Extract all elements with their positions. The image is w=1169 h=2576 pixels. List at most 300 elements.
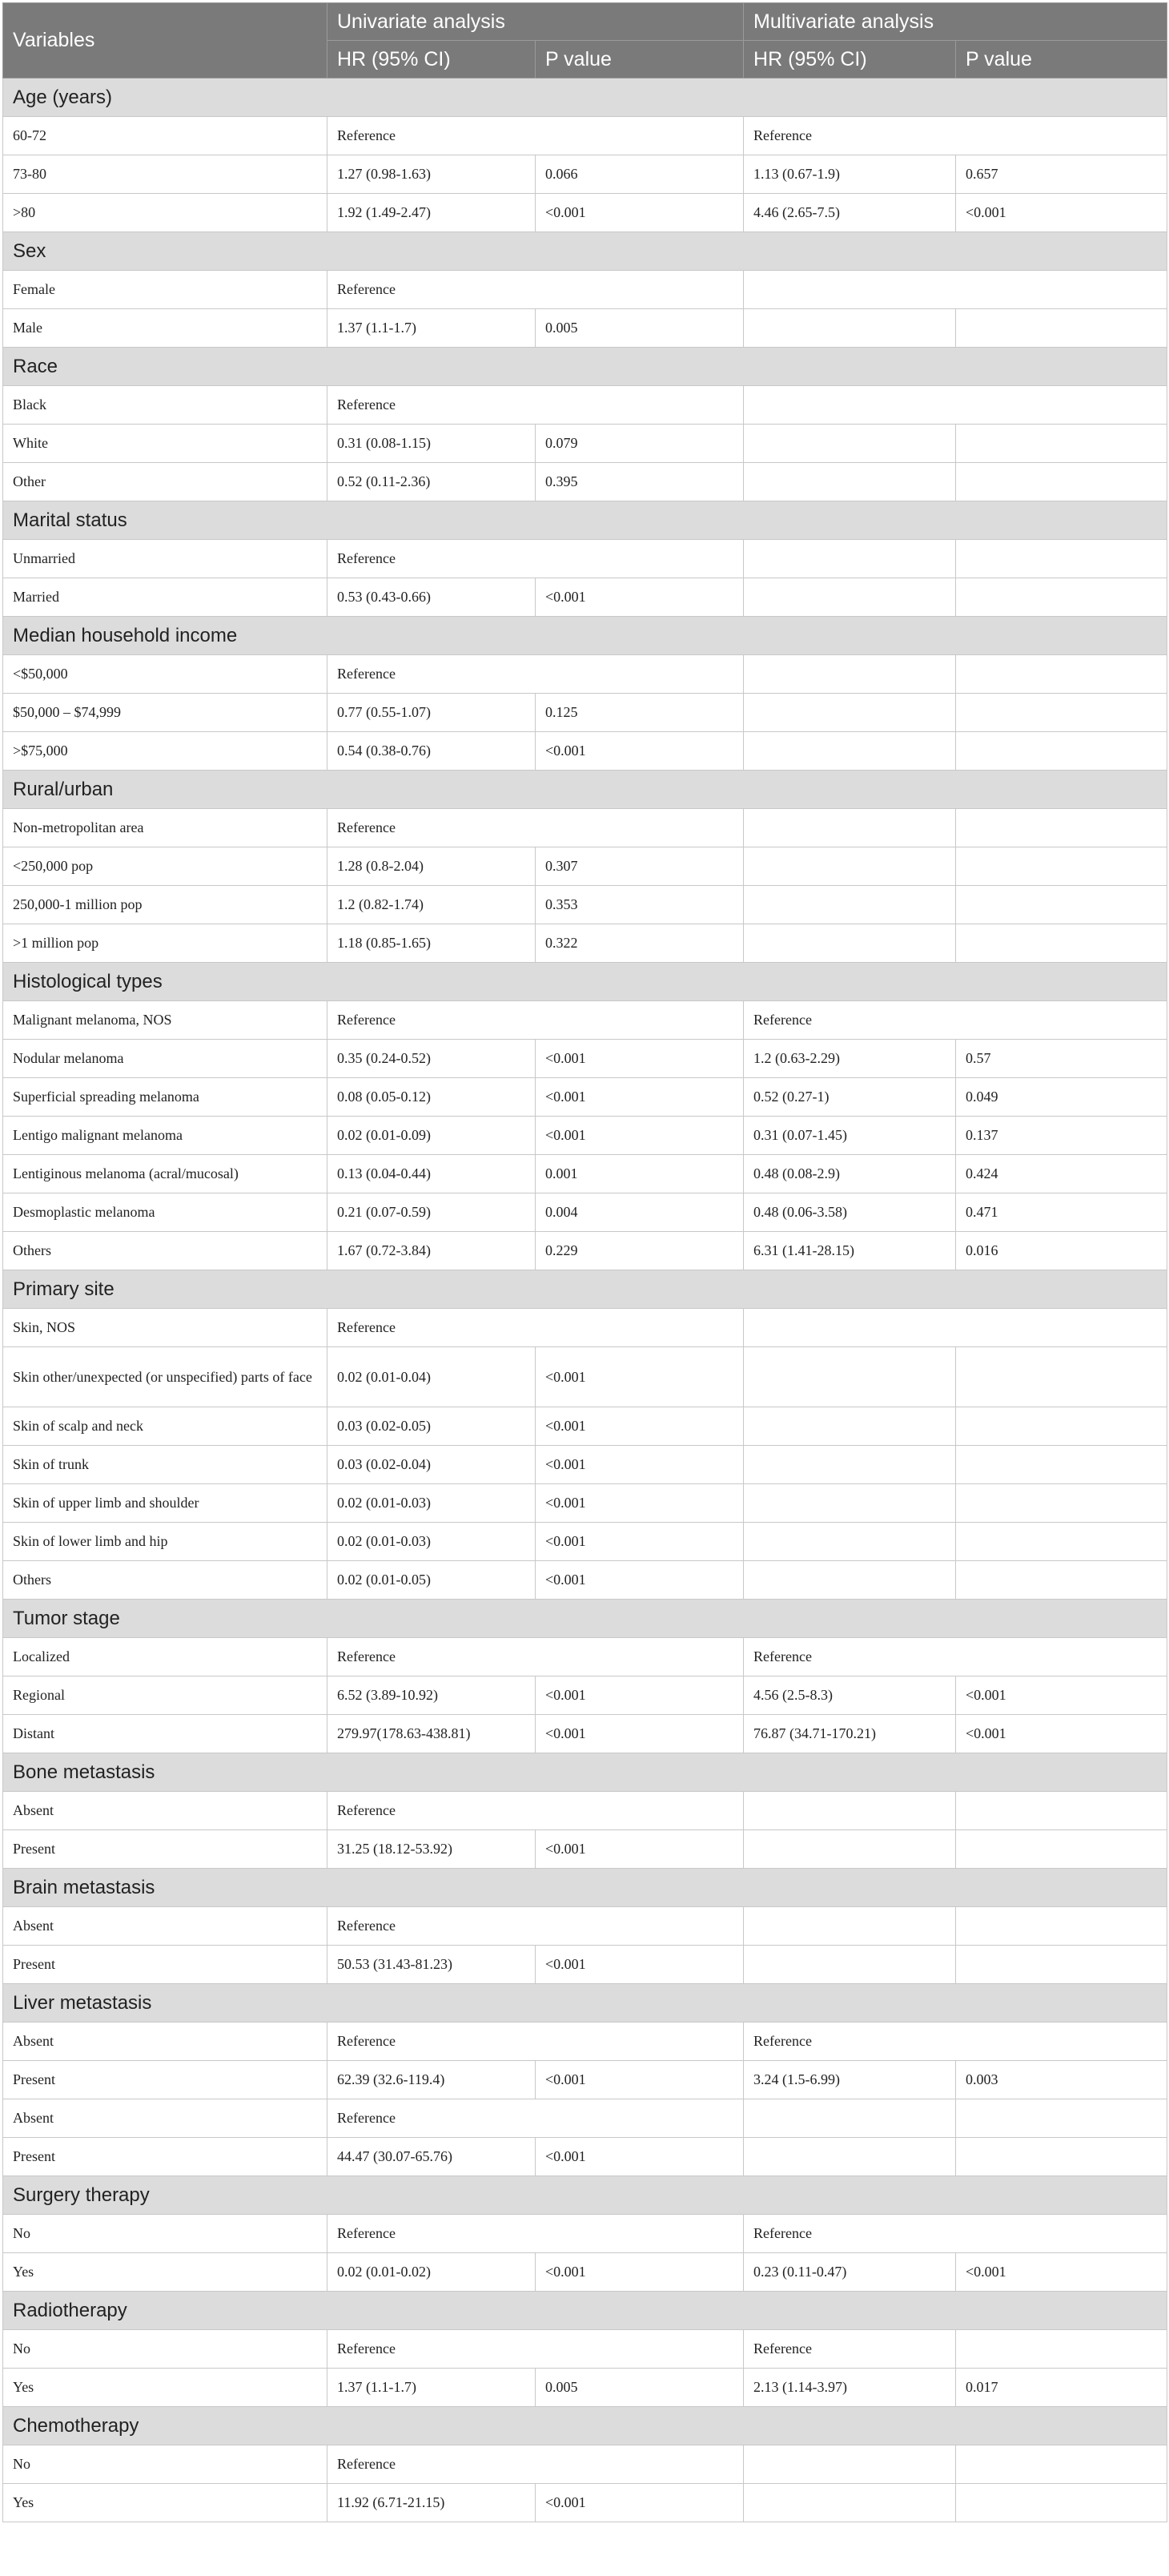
multivariate-p bbox=[956, 1792, 1167, 1830]
multivariate-hr: Reference bbox=[744, 2215, 1167, 2253]
variable-label: Present bbox=[3, 2061, 327, 2099]
variable-label: <250,000 pop bbox=[3, 847, 327, 886]
section-header-row bbox=[3, 78, 1167, 117]
variable-label: Skin other/unexpected (or unspecified) parts of face bbox=[3, 1347, 327, 1407]
univariate-hr: 31.25 (18.12-53.92) bbox=[327, 1830, 536, 1869]
variable-label: Absent bbox=[3, 2023, 327, 2061]
univariate-hr: Reference bbox=[327, 809, 744, 847]
univariate-hr: 1.37 (1.1-1.7) bbox=[327, 2369, 536, 2407]
table-row bbox=[3, 1946, 1167, 1984]
multivariate-p bbox=[956, 924, 1167, 963]
univariate-hr: Reference bbox=[327, 2099, 744, 2138]
univariate-p: <0.001 bbox=[536, 1484, 744, 1523]
univariate-hr: 1.37 (1.1-1.7) bbox=[327, 309, 536, 348]
multivariate-p: <0.001 bbox=[956, 2253, 1167, 2292]
univariate-hr: 50.53 (31.43-81.23) bbox=[327, 1946, 536, 1984]
multivariate-p bbox=[956, 1523, 1167, 1561]
univariate-hr: 0.02 (0.01-0.05) bbox=[327, 1561, 536, 1600]
table-row bbox=[3, 1155, 1167, 1193]
variable-label: Black bbox=[3, 386, 327, 425]
variable-label: <$50,000 bbox=[3, 655, 327, 694]
section-title: Marital status bbox=[3, 501, 1167, 540]
section-title: Sex bbox=[3, 232, 1167, 271]
table-row bbox=[3, 1907, 1167, 1946]
multivariate-hr bbox=[744, 1407, 956, 1446]
multivariate-hr: 0.23 (0.11-0.47) bbox=[744, 2253, 956, 2292]
univariate-hr-header: HR (95% CI) bbox=[327, 41, 536, 78]
univariate-hr: Reference bbox=[327, 1001, 744, 1040]
univariate-hr: Reference bbox=[327, 1792, 744, 1830]
multivariate-p bbox=[956, 1407, 1167, 1446]
multivariate-p bbox=[956, 809, 1167, 847]
section-header-row bbox=[3, 1869, 1167, 1907]
multivariate-hr: 6.31 (1.41-28.15) bbox=[744, 1232, 956, 1270]
variable-label: Yes bbox=[3, 2484, 327, 2522]
multivariate-p bbox=[956, 886, 1167, 924]
table-row bbox=[3, 1561, 1167, 1600]
multivariate-hr: 0.48 (0.06-3.58) bbox=[744, 1193, 956, 1232]
table-row bbox=[3, 155, 1167, 194]
univariate-hr: 1.18 (0.85-1.65) bbox=[327, 924, 536, 963]
variable-label: White bbox=[3, 425, 327, 463]
multivariate-p: 0.424 bbox=[956, 1155, 1167, 1193]
variable-label: $50,000 – $74,999 bbox=[3, 694, 327, 732]
section-title: Bone metastasis bbox=[3, 1753, 1167, 1792]
variable-label: 250,000-1 million pop bbox=[3, 886, 327, 924]
multivariate-p: <0.001 bbox=[956, 194, 1167, 232]
multivariate-p bbox=[956, 694, 1167, 732]
multivariate-p bbox=[956, 1347, 1167, 1407]
multivariate-p: 0.017 bbox=[956, 2369, 1167, 2407]
section-header-row bbox=[3, 963, 1167, 1001]
multivariate-p-header: P value bbox=[956, 41, 1167, 78]
table-row bbox=[3, 2099, 1167, 2138]
table-row bbox=[3, 1078, 1167, 1117]
table-row bbox=[3, 1232, 1167, 1270]
multivariate-p bbox=[956, 732, 1167, 771]
table-row bbox=[3, 1484, 1167, 1523]
table-row bbox=[3, 1676, 1167, 1715]
multivariate-p bbox=[956, 2330, 1167, 2369]
univariate-p: <0.001 bbox=[536, 1407, 744, 1446]
section-header-row bbox=[3, 1753, 1167, 1792]
univariate-p: 0.353 bbox=[536, 886, 744, 924]
table-row bbox=[3, 809, 1167, 847]
multivariate-hr bbox=[744, 2099, 956, 2138]
multivariate-hr: 1.13 (0.67-1.9) bbox=[744, 155, 956, 194]
table-row bbox=[3, 2138, 1167, 2176]
univariate-p: <0.001 bbox=[536, 1446, 744, 1484]
section-title: Histological types bbox=[3, 963, 1167, 1001]
univariate-hr: 0.53 (0.43-0.66) bbox=[327, 578, 536, 617]
multivariate-p bbox=[956, 655, 1167, 694]
univariate-p: <0.001 bbox=[536, 2253, 744, 2292]
multivariate-p: <0.001 bbox=[956, 1715, 1167, 1753]
univariate-p: <0.001 bbox=[536, 732, 744, 771]
multivariate-hr: Reference bbox=[744, 2330, 956, 2369]
variable-label: Yes bbox=[3, 2369, 327, 2407]
univariate-p: <0.001 bbox=[536, 1561, 744, 1600]
variable-label: Skin of scalp and neck bbox=[3, 1407, 327, 1446]
multivariate-p bbox=[956, 463, 1167, 501]
univariate-hr: Reference bbox=[327, 1309, 744, 1347]
table-row bbox=[3, 2484, 1167, 2522]
table-row bbox=[3, 1001, 1167, 1040]
univariate-p: <0.001 bbox=[536, 2484, 744, 2522]
univariate-hr: 1.92 (1.49-2.47) bbox=[327, 194, 536, 232]
univariate-hr: Reference bbox=[327, 1638, 744, 1676]
multivariate-p bbox=[956, 847, 1167, 886]
variable-label: Present bbox=[3, 1946, 327, 1984]
section-header-row bbox=[3, 2407, 1167, 2445]
univariate-hr: 0.21 (0.07-0.59) bbox=[327, 1193, 536, 1232]
multivariate-p bbox=[956, 1561, 1167, 1600]
table-row bbox=[3, 655, 1167, 694]
univariate-hr: Reference bbox=[327, 271, 744, 309]
section-header-row bbox=[3, 1600, 1167, 1638]
table-row bbox=[3, 1309, 1167, 1347]
multivariate-p: <0.001 bbox=[956, 1676, 1167, 1715]
table-row bbox=[3, 2445, 1167, 2484]
univariate-hr: Reference bbox=[327, 655, 744, 694]
univariate-p: <0.001 bbox=[536, 1078, 744, 1117]
section-header-row bbox=[3, 2292, 1167, 2330]
section-title: Race bbox=[3, 348, 1167, 386]
multivariate-hr: 0.31 (0.07-1.45) bbox=[744, 1117, 956, 1155]
multivariate-hr bbox=[744, 732, 956, 771]
univariate-hr: 44.47 (30.07-65.76) bbox=[327, 2138, 536, 2176]
variables-header: Variables bbox=[3, 3, 327, 78]
univariate-p-header: P value bbox=[536, 41, 744, 78]
multivariate-hr-header: HR (95% CI) bbox=[744, 41, 956, 78]
section-header-row bbox=[3, 2176, 1167, 2215]
section-header-row bbox=[3, 1984, 1167, 2023]
section-header-row bbox=[3, 617, 1167, 655]
univariate-hr: 1.27 (0.98-1.63) bbox=[327, 155, 536, 194]
table-row bbox=[3, 1446, 1167, 1484]
table-row bbox=[3, 463, 1167, 501]
section-header-row bbox=[3, 771, 1167, 809]
multivariate-hr: Reference bbox=[744, 1638, 1167, 1676]
univariate-hr: 0.03 (0.02-0.05) bbox=[327, 1407, 536, 1446]
variable-label: Absent bbox=[3, 1792, 327, 1830]
univariate-p: <0.001 bbox=[536, 1715, 744, 1753]
table-row bbox=[3, 578, 1167, 617]
table-row bbox=[3, 1347, 1167, 1407]
variable-label: Female bbox=[3, 271, 327, 309]
table-row bbox=[3, 1040, 1167, 1078]
univariate-hr: 0.31 (0.08-1.15) bbox=[327, 425, 536, 463]
variable-label: Localized bbox=[3, 1638, 327, 1676]
variable-label: Skin of trunk bbox=[3, 1446, 327, 1484]
multivariate-hr bbox=[744, 1309, 1167, 1347]
table-row bbox=[3, 425, 1167, 463]
multivariate-hr bbox=[744, 1907, 956, 1946]
variable-label: Lentigo malignant melanoma bbox=[3, 1117, 327, 1155]
univariate-hr: 1.67 (0.72-3.84) bbox=[327, 1232, 536, 1270]
section-title: Rural/urban bbox=[3, 771, 1167, 809]
univariate-hr: Reference bbox=[327, 2330, 744, 2369]
multivariate-hr bbox=[744, 655, 956, 694]
variable-label: >1 million pop bbox=[3, 924, 327, 963]
table-row bbox=[3, 1715, 1167, 1753]
multivariate-p bbox=[956, 540, 1167, 578]
table-row bbox=[3, 2061, 1167, 2099]
univariate-p: 0.005 bbox=[536, 309, 744, 348]
multivariate-p: 0.137 bbox=[956, 1117, 1167, 1155]
univariate-p: <0.001 bbox=[536, 1347, 744, 1407]
univariate-p: 0.079 bbox=[536, 425, 744, 463]
univariate-p: 0.125 bbox=[536, 694, 744, 732]
multivariate-hr: 1.2 (0.63-2.29) bbox=[744, 1040, 956, 1078]
table-row bbox=[3, 1193, 1167, 1232]
variable-label: Regional bbox=[3, 1676, 327, 1715]
multivariate-p bbox=[956, 425, 1167, 463]
multivariate-hr bbox=[744, 540, 956, 578]
univariate-hr: 0.02 (0.01-0.03) bbox=[327, 1523, 536, 1561]
univariate-hr: 11.92 (6.71-21.15) bbox=[327, 2484, 536, 2522]
univariate-hr: 0.54 (0.38-0.76) bbox=[327, 732, 536, 771]
variable-label: Desmoplastic melanoma bbox=[3, 1193, 327, 1232]
variable-label: Male bbox=[3, 309, 327, 348]
table-row bbox=[3, 540, 1167, 578]
section-title: Age (years) bbox=[3, 78, 1167, 117]
section-title: Liver metastasis bbox=[3, 1984, 1167, 2023]
multivariate-p bbox=[956, 1484, 1167, 1523]
univariate-hr: 0.35 (0.24-0.52) bbox=[327, 1040, 536, 1078]
univariate-hr: Reference bbox=[327, 386, 744, 425]
univariate-hr: 0.13 (0.04-0.44) bbox=[327, 1155, 536, 1193]
table-row bbox=[3, 117, 1167, 155]
univariate-hr: 0.02 (0.01-0.03) bbox=[327, 1484, 536, 1523]
univariate-hr: 0.02 (0.01-0.09) bbox=[327, 1117, 536, 1155]
multivariate-hr bbox=[744, 386, 1167, 425]
section-header-row bbox=[3, 1270, 1167, 1309]
table-header bbox=[3, 3, 1167, 78]
univariate-p: 0.322 bbox=[536, 924, 744, 963]
variable-label: Absent bbox=[3, 2099, 327, 2138]
univariate-hr: 0.02 (0.01-0.02) bbox=[327, 2253, 536, 2292]
univariate-hr: 0.08 (0.05-0.12) bbox=[327, 1078, 536, 1117]
table-row bbox=[3, 1117, 1167, 1155]
multivariate-p: 0.657 bbox=[956, 155, 1167, 194]
univariate-p: 0.001 bbox=[536, 1155, 744, 1193]
section-title: Primary site bbox=[3, 1270, 1167, 1309]
univariate-p: 0.395 bbox=[536, 463, 744, 501]
table-row bbox=[3, 1523, 1167, 1561]
variable-label: Skin, NOS bbox=[3, 1309, 327, 1347]
multivariate-p bbox=[956, 1907, 1167, 1946]
multivariate-hr bbox=[744, 1830, 956, 1869]
multivariate-p: 0.471 bbox=[956, 1193, 1167, 1232]
univariate-p: <0.001 bbox=[536, 1830, 744, 1869]
multivariate-p bbox=[956, 2138, 1167, 2176]
variable-label: Distant bbox=[3, 1715, 327, 1753]
univariate-p: <0.001 bbox=[536, 1946, 744, 1984]
univariate-hr: Reference bbox=[327, 1907, 744, 1946]
variable-label: Nodular melanoma bbox=[3, 1040, 327, 1078]
table-row bbox=[3, 2023, 1167, 2061]
univariate-p: 0.004 bbox=[536, 1193, 744, 1232]
variable-label: Married bbox=[3, 578, 327, 617]
multivariate-hr bbox=[744, 809, 956, 847]
section-title: Radiotherapy bbox=[3, 2292, 1167, 2330]
univariate-hr: 1.2 (0.82-1.74) bbox=[327, 886, 536, 924]
table-row bbox=[3, 1407, 1167, 1446]
multivariate-hr bbox=[744, 1561, 956, 1600]
table-row bbox=[3, 847, 1167, 886]
univariate-p: <0.001 bbox=[536, 1523, 744, 1561]
univariate-hr: 0.52 (0.11-2.36) bbox=[327, 463, 536, 501]
multivariate-hr bbox=[744, 309, 956, 348]
multivariate-p bbox=[956, 2099, 1167, 2138]
multivariate-p bbox=[956, 309, 1167, 348]
variable-label: Absent bbox=[3, 1907, 327, 1946]
variable-label: Lentiginous melanoma (acral/mucosal) bbox=[3, 1155, 327, 1193]
section-title: Surgery therapy bbox=[3, 2176, 1167, 2215]
table-row bbox=[3, 2330, 1167, 2369]
multivariate-hr bbox=[744, 1946, 956, 1984]
table-row bbox=[3, 194, 1167, 232]
table-row bbox=[3, 386, 1167, 425]
multivariate-hr: 3.24 (1.5-6.99) bbox=[744, 2061, 956, 2099]
table-row bbox=[3, 732, 1167, 771]
table-row bbox=[3, 309, 1167, 348]
table-row bbox=[3, 271, 1167, 309]
multivariate-p bbox=[956, 2484, 1167, 2522]
variable-label: >$75,000 bbox=[3, 732, 327, 771]
multivariate-p: 0.57 bbox=[956, 1040, 1167, 1078]
section-header-row bbox=[3, 348, 1167, 386]
variable-label: Yes bbox=[3, 2253, 327, 2292]
variable-label: No bbox=[3, 2215, 327, 2253]
univariate-hr: 6.52 (3.89-10.92) bbox=[327, 1676, 536, 1715]
multivariate-p bbox=[956, 578, 1167, 617]
univariate-p: 0.229 bbox=[536, 1232, 744, 1270]
multivariate-hr: 0.48 (0.08-2.9) bbox=[744, 1155, 956, 1193]
section-title: Chemotherapy bbox=[3, 2407, 1167, 2445]
multivariate-hr bbox=[744, 1484, 956, 1523]
section-title: Brain metastasis bbox=[3, 1869, 1167, 1907]
multivariate-hr bbox=[744, 425, 956, 463]
univariate-header: Univariate analysis bbox=[327, 3, 744, 41]
variable-label: Present bbox=[3, 2138, 327, 2176]
univariate-p: <0.001 bbox=[536, 1676, 744, 1715]
multivariate-p bbox=[956, 1946, 1167, 1984]
univariate-hr: 62.39 (32.6-119.4) bbox=[327, 2061, 536, 2099]
multivariate-p: 0.016 bbox=[956, 1232, 1167, 1270]
table-row bbox=[3, 1638, 1167, 1676]
univariate-hr: Reference bbox=[327, 2023, 744, 2061]
multivariate-hr: Reference bbox=[744, 2023, 1167, 2061]
variable-label: Other bbox=[3, 463, 327, 501]
table-body bbox=[3, 78, 1167, 2522]
univariate-hr: 1.28 (0.8-2.04) bbox=[327, 847, 536, 886]
multivariate-hr: 0.52 (0.27-1) bbox=[744, 1078, 956, 1117]
multivariate-hr bbox=[744, 578, 956, 617]
multivariate-hr bbox=[744, 886, 956, 924]
multivariate-hr: 76.87 (34.71-170.21) bbox=[744, 1715, 956, 1753]
multivariate-header: Multivariate analysis bbox=[744, 3, 1167, 41]
variable-label: Malignant melanoma, NOS bbox=[3, 1001, 327, 1040]
variable-label: Others bbox=[3, 1561, 327, 1600]
multivariate-p bbox=[956, 2445, 1167, 2484]
univariate-hr: Reference bbox=[327, 540, 744, 578]
multivariate-hr bbox=[744, 2484, 956, 2522]
table-row bbox=[3, 924, 1167, 963]
variable-label: Skin of upper limb and shoulder bbox=[3, 1484, 327, 1523]
univariate-hr: 0.02 (0.01-0.04) bbox=[327, 1347, 536, 1407]
section-header-row bbox=[3, 232, 1167, 271]
multivariate-hr: Reference bbox=[744, 1001, 1167, 1040]
variable-label: No bbox=[3, 2330, 327, 2369]
variable-label: Non-metropolitan area bbox=[3, 809, 327, 847]
table-row bbox=[3, 1792, 1167, 1830]
variable-label: >80 bbox=[3, 194, 327, 232]
table-row bbox=[3, 886, 1167, 924]
multivariate-p: 0.049 bbox=[956, 1078, 1167, 1117]
variable-label: Others bbox=[3, 1232, 327, 1270]
variable-label: Present bbox=[3, 1830, 327, 1869]
multivariate-hr bbox=[744, 2445, 956, 2484]
multivariate-hr bbox=[744, 271, 1167, 309]
table-row bbox=[3, 2369, 1167, 2407]
multivariate-hr: 4.56 (2.5-8.3) bbox=[744, 1676, 956, 1715]
univariate-p: 0.307 bbox=[536, 847, 744, 886]
variable-label: 60-72 bbox=[3, 117, 327, 155]
multivariate-hr: 2.13 (1.14-3.97) bbox=[744, 2369, 956, 2407]
univariate-hr: 279.97(178.63-438.81) bbox=[327, 1715, 536, 1753]
multivariate-hr bbox=[744, 1523, 956, 1561]
univariate-hr: 0.77 (0.55-1.07) bbox=[327, 694, 536, 732]
variable-label: Skin of lower limb and hip bbox=[3, 1523, 327, 1561]
univariate-hr: 0.03 (0.02-0.04) bbox=[327, 1446, 536, 1484]
univariate-p: 0.005 bbox=[536, 2369, 744, 2407]
section-title: Tumor stage bbox=[3, 1600, 1167, 1638]
univariate-p: <0.001 bbox=[536, 2138, 744, 2176]
multivariate-hr bbox=[744, 847, 956, 886]
multivariate-hr: Reference bbox=[744, 117, 1167, 155]
univariate-p: <0.001 bbox=[536, 578, 744, 617]
multivariate-p bbox=[956, 1830, 1167, 1869]
variable-label: Unmarried bbox=[3, 540, 327, 578]
table-row bbox=[3, 1830, 1167, 1869]
table-row bbox=[3, 2253, 1167, 2292]
univariate-p: <0.001 bbox=[536, 1040, 744, 1078]
multivariate-hr bbox=[744, 1446, 956, 1484]
multivariate-hr bbox=[744, 2138, 956, 2176]
univariate-p: 0.066 bbox=[536, 155, 744, 194]
multivariate-hr bbox=[744, 463, 956, 501]
variable-label: No bbox=[3, 2445, 327, 2484]
section-title: Median household income bbox=[3, 617, 1167, 655]
multivariate-hr bbox=[744, 1347, 956, 1407]
section-header-row bbox=[3, 501, 1167, 540]
variable-label: Superficial spreading melanoma bbox=[3, 1078, 327, 1117]
multivariate-p bbox=[956, 1446, 1167, 1484]
multivariate-hr bbox=[744, 1792, 956, 1830]
table-row bbox=[3, 2215, 1167, 2253]
results-table bbox=[2, 2, 1167, 2522]
multivariate-hr: 4.46 (2.65-7.5) bbox=[744, 194, 956, 232]
univariate-hr: Reference bbox=[327, 117, 744, 155]
multivariate-hr bbox=[744, 924, 956, 963]
univariate-p: <0.001 bbox=[536, 194, 744, 232]
multivariate-hr bbox=[744, 694, 956, 732]
table-row bbox=[3, 694, 1167, 732]
univariate-hr: Reference bbox=[327, 2445, 744, 2484]
univariate-p: <0.001 bbox=[536, 1117, 744, 1155]
